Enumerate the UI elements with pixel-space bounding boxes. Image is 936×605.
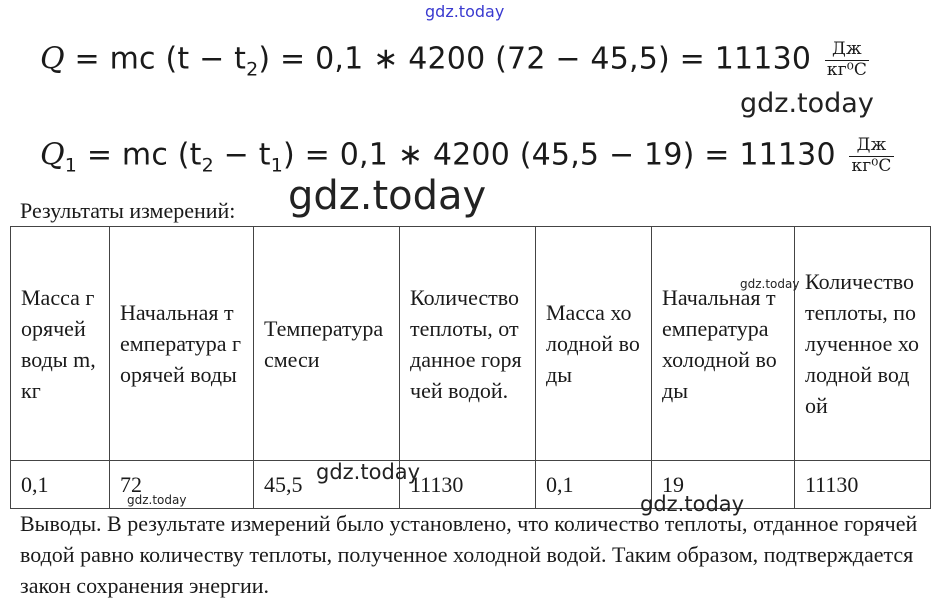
table-cell: 0,1 [536, 461, 652, 509]
formula-calculation: ) = 0,1 ∗ 4200 (72 − 45,5) = 11130 [258, 41, 821, 77]
table-header-row [11, 227, 931, 461]
watermark-top: gdz.today [425, 2, 505, 21]
formula-expression: − t [213, 137, 271, 173]
table-header-cell: Масса холодной воды [536, 227, 652, 461]
unit-denominator: кг⁰С [826, 59, 868, 80]
table-header-cell: Масса горячей воды m, кг [11, 227, 110, 461]
conclusion-paragraph: Выводы. В результате измерений было установлено, что количество теплоты, отданное горячей водой равно количеству теплоты, полученное холодной водой. Таким образом, подтверждается закон сохранения энергии. [20, 511, 918, 598]
formula-symbol-q: Q [40, 41, 65, 77]
unit-fraction [825, 40, 869, 80]
watermark-mid: gdz.today [316, 460, 421, 484]
formula-expression: = mc (t [77, 137, 202, 173]
watermark-right: gdz.today [740, 88, 874, 119]
table-header-cell: Количество теплоты, полученное холодной водой [795, 227, 931, 461]
unit-numerator: Дж [825, 40, 869, 61]
table-cell: 72 [110, 461, 254, 509]
unit-denominator: кг⁰С [851, 155, 892, 176]
watermark-big: gdz.today [288, 173, 487, 219]
formula-symbol-q: Q [40, 137, 65, 173]
table-header-cell: Температура смеси [254, 227, 400, 461]
watermark-small: gdz.today [740, 277, 800, 291]
results-table [10, 226, 931, 509]
formula-subscript: 2 [246, 58, 259, 81]
table-cell: 45,5 [254, 461, 400, 509]
formula-subscript: 2 [201, 154, 214, 177]
formula-subscript: 1 [64, 154, 78, 177]
formula-heat-released [40, 40, 869, 81]
table-header-cell: Начальная температура горячей воды [110, 227, 254, 461]
unit-fraction [849, 136, 893, 176]
formula-calculation: ) = 0,1 ∗ 4200 (45,5 − 19) = 11130 [283, 137, 846, 173]
formula-subscript: 1 [270, 154, 283, 177]
results-heading: Результаты измерений: [20, 198, 236, 223]
table-header-cell: Количество теплоты, отданное горячей водой. [400, 227, 536, 461]
watermark-mid: gdz.today [640, 492, 745, 516]
table-header-cell: Начальная температура холодной воды [652, 227, 795, 461]
table-cell: 0,1 [11, 461, 110, 509]
table-cell: 11130 [400, 461, 536, 509]
unit-numerator: Дж [849, 136, 893, 157]
formula-heat-received [40, 136, 894, 177]
watermark-small: gdz.today [127, 493, 187, 507]
table-cell: 19 [652, 461, 795, 509]
formula-expression: = mc (t − t [64, 41, 247, 77]
table-cell: 11130 [795, 461, 931, 509]
